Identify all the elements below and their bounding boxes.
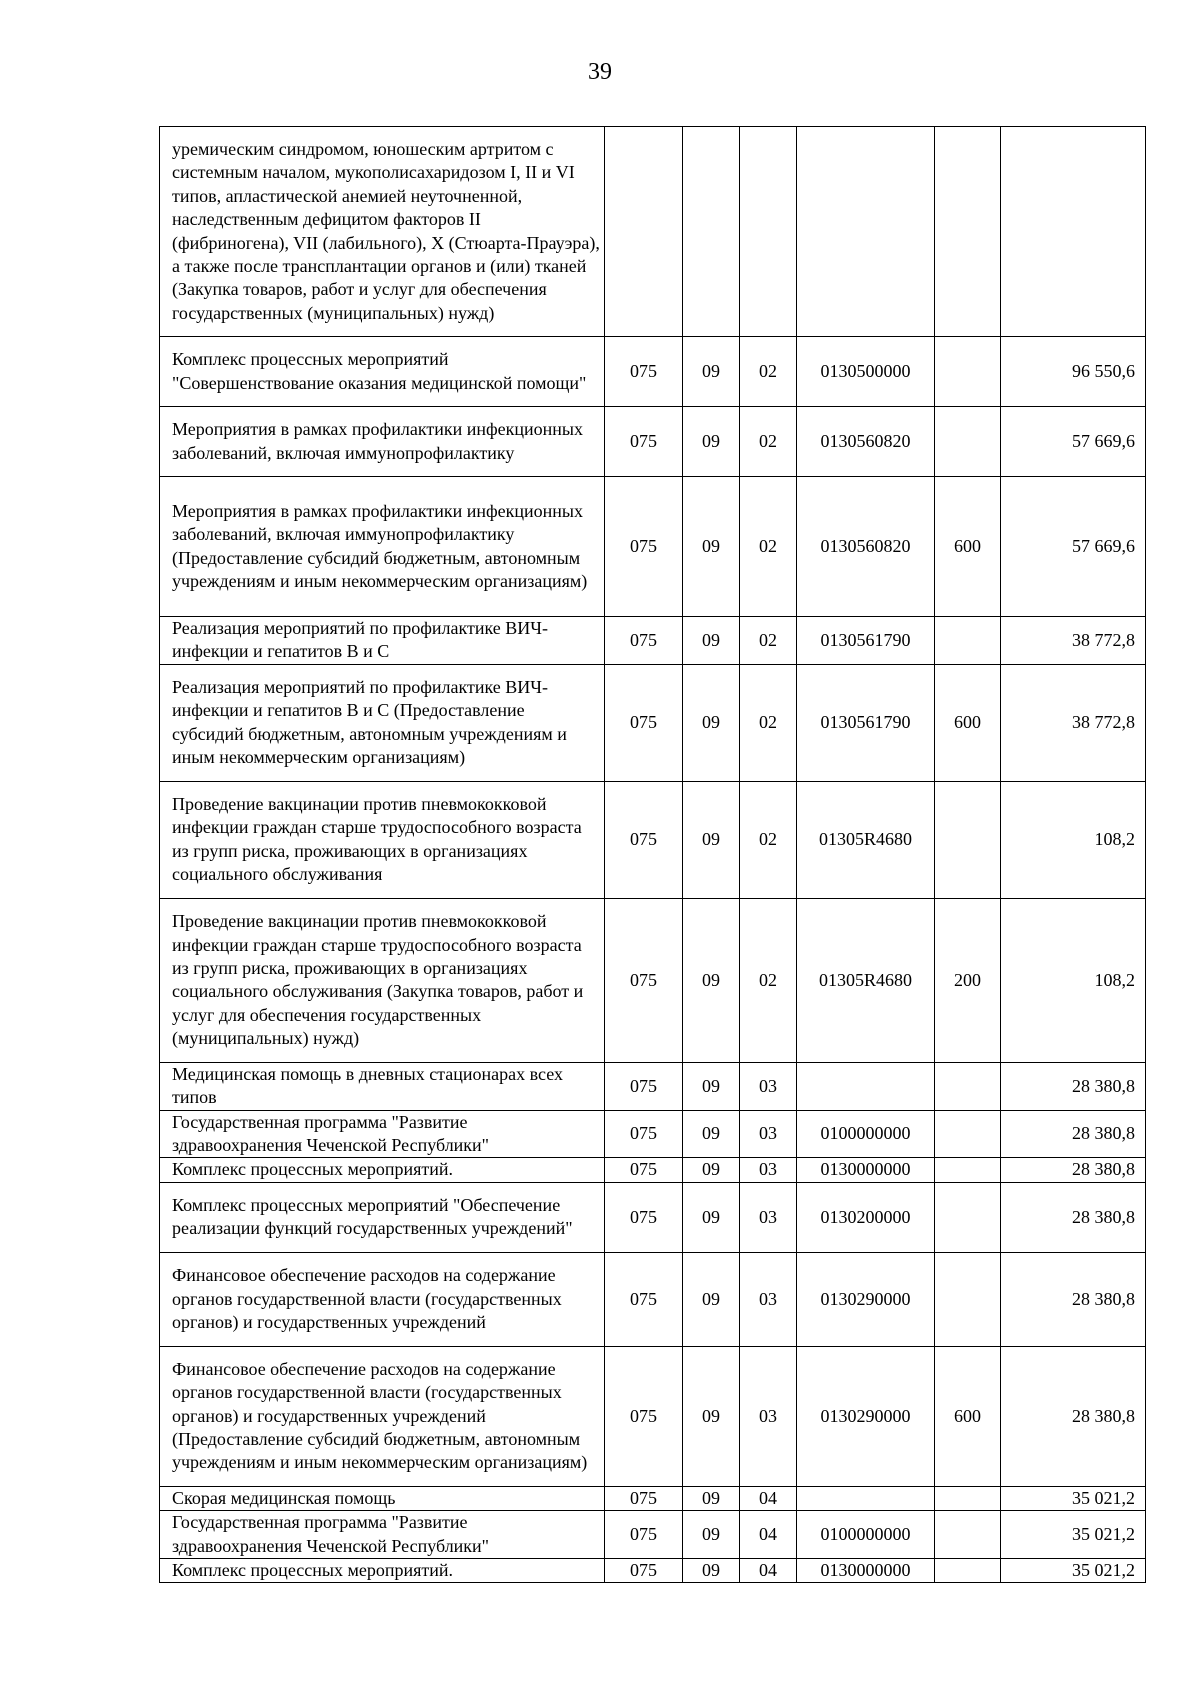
row-description: Реализация мероприятий по профилактике ВИЧ-инфекции и гепатитов B и C (160, 617, 605, 665)
section-code: 09 (683, 1062, 740, 1110)
ministry-code: 075 (605, 781, 683, 898)
table-row (160, 407, 1146, 477)
ministry-code (605, 127, 683, 337)
expense-type-code (935, 1486, 1001, 1510)
target-article-code: 0130000000 (797, 1559, 935, 1583)
section-code: 09 (683, 1182, 740, 1252)
subsection-code: 04 (740, 1486, 797, 1510)
budget-table (159, 126, 1146, 1583)
table-row (160, 1062, 1146, 1110)
expense-type-code: 200 (935, 898, 1001, 1062)
subsection-code: 04 (740, 1559, 797, 1583)
section-code: 09 (683, 407, 740, 477)
subsection-code: 03 (740, 1346, 797, 1486)
row-description: Комплекс процессных мероприятий. (160, 1559, 605, 1583)
subsection-code: 02 (740, 664, 797, 781)
section-code: 09 (683, 1158, 740, 1182)
row-description: Государственная программа "Развитие здравоохранения Чеченской Республики" (160, 1511, 605, 1559)
ministry-code: 075 (605, 407, 683, 477)
expense-type-code (935, 1511, 1001, 1559)
table-row (160, 127, 1146, 337)
subsection-code: 03 (740, 1110, 797, 1158)
table-row (160, 1110, 1146, 1158)
expense-type-code: 600 (935, 477, 1001, 617)
section-code: 09 (683, 781, 740, 898)
section-code: 09 (683, 1486, 740, 1510)
ministry-code: 075 (605, 898, 683, 1062)
expense-type-code (935, 127, 1001, 337)
subsection-code: 04 (740, 1511, 797, 1559)
table-row (160, 1252, 1146, 1346)
subsection-code: 03 (740, 1182, 797, 1252)
row-description: Мероприятия в рамках профилактики инфекционных заболеваний, включая иммунопрофилактику (160, 407, 605, 477)
table-row (160, 1511, 1146, 1559)
target-article-code: 0130200000 (797, 1182, 935, 1252)
ministry-code: 075 (605, 1486, 683, 1510)
expense-type-code (935, 1252, 1001, 1346)
row-description: Проведение вакцинации против пневмококковой инфекции граждан старше трудоспособного возраста из групп риска, проживающих в организациях социального обслуживания (160, 781, 605, 898)
expense-type-code (935, 1110, 1001, 1158)
target-article-code: 0130561790 (797, 617, 935, 665)
ministry-code: 075 (605, 1346, 683, 1486)
subsection-code: 02 (740, 898, 797, 1062)
ministry-code: 075 (605, 1062, 683, 1110)
subsection-code: 02 (740, 781, 797, 898)
section-code: 09 (683, 337, 740, 407)
ministry-code: 075 (605, 337, 683, 407)
table-row (160, 337, 1146, 407)
ministry-code: 075 (605, 1158, 683, 1182)
amount: 28 380,8 (1001, 1062, 1146, 1110)
amount: 38 772,8 (1001, 664, 1146, 781)
amount: 57 669,6 (1001, 407, 1146, 477)
amount: 28 380,8 (1001, 1110, 1146, 1158)
row-description: Государственная программа "Развитие здравоохранения Чеченской Республики" (160, 1110, 605, 1158)
section-code: 09 (683, 1252, 740, 1346)
target-article-code: 0130560820 (797, 477, 935, 617)
expense-type-code (935, 1158, 1001, 1182)
table-row (160, 664, 1146, 781)
table-row (160, 1559, 1146, 1583)
subsection-code: 02 (740, 477, 797, 617)
amount: 35 021,2 (1001, 1511, 1146, 1559)
subsection-code: 03 (740, 1158, 797, 1182)
target-article-code: 0130290000 (797, 1346, 935, 1486)
expense-type-code (935, 1559, 1001, 1583)
section-code: 09 (683, 1511, 740, 1559)
ministry-code: 075 (605, 617, 683, 665)
expense-type-code (935, 407, 1001, 477)
expense-type-code: 600 (935, 1346, 1001, 1486)
row-description: Реализация мероприятий по профилактике ВИЧ-инфекции и гепатитов B и C (Предоставление субсидий бюджетным, автономным учреждениям и иным некоммерческим организациям) (160, 664, 605, 781)
section-code: 09 (683, 1346, 740, 1486)
table-row (160, 1486, 1146, 1510)
subsection-code: 02 (740, 337, 797, 407)
row-description: Комплекс процессных мероприятий "Совершенствование оказания медицинской помощи" (160, 337, 605, 407)
expense-type-code: 600 (935, 664, 1001, 781)
target-article-code (797, 1486, 935, 1510)
subsection-code: 02 (740, 407, 797, 477)
amount: 35 021,2 (1001, 1486, 1146, 1510)
row-description: Комплекс процессных мероприятий "Обеспечение реализации функций государственных учреждений" (160, 1182, 605, 1252)
target-article-code: 01305R4680 (797, 781, 935, 898)
table-row (160, 617, 1146, 665)
row-description: Проведение вакцинации против пневмококковой инфекции граждан старше трудоспособного возраста из групп риска, проживающих в организациях социального обслуживания (Закупка товаров, работ и услуг для обеспечения государственных (муниципальных) нужд) (160, 898, 605, 1062)
amount: 28 380,8 (1001, 1346, 1146, 1486)
section-code: 09 (683, 898, 740, 1062)
table-row (160, 1182, 1146, 1252)
expense-type-code (935, 1182, 1001, 1252)
amount: 96 550,6 (1001, 337, 1146, 407)
ministry-code: 075 (605, 1110, 683, 1158)
row-description: Скорая медицинская помощь (160, 1486, 605, 1510)
row-description: Финансовое обеспечение расходов на содержание органов государственной власти (государственных органов) и государственных учреждений (160, 1252, 605, 1346)
section-code: 09 (683, 1110, 740, 1158)
target-article-code: 0100000000 (797, 1511, 935, 1559)
row-description: уремическим синдромом, юношеским артритом с системным началом, мукополисахаридозом I, II и VI типов, апластической анемией неуточненной, наследственным дефицитом факторов II (фибриногена), VII (лабильного), X (Стюарта-Прауэра), а также после трансплантации органов и (или) тканей (Закупка товаров, работ и услуг для обеспечения государственных (муниципальных) нужд) (160, 127, 605, 337)
target-article-code (797, 1062, 935, 1110)
subsection-code (740, 127, 797, 337)
ministry-code: 075 (605, 1559, 683, 1583)
target-article-code: 0100000000 (797, 1110, 935, 1158)
target-article-code: 0130000000 (797, 1158, 935, 1182)
row-description: Комплекс процессных мероприятий. (160, 1158, 605, 1182)
amount: 38 772,8 (1001, 617, 1146, 665)
ministry-code: 075 (605, 664, 683, 781)
section-code: 09 (683, 1559, 740, 1583)
subsection-code: 03 (740, 1252, 797, 1346)
table-row (160, 898, 1146, 1062)
section-code: 09 (683, 477, 740, 617)
amount: 28 380,8 (1001, 1182, 1146, 1252)
expense-type-code (935, 781, 1001, 898)
table-row (160, 477, 1146, 617)
ministry-code: 075 (605, 477, 683, 617)
amount: 108,2 (1001, 781, 1146, 898)
page-number: 39 (588, 59, 612, 85)
amount (1001, 127, 1146, 337)
section-code: 09 (683, 617, 740, 665)
row-description: Медицинская помощь в дневных стационарах всех типов (160, 1062, 605, 1110)
ministry-code: 075 (605, 1182, 683, 1252)
subsection-code: 02 (740, 617, 797, 665)
table-row (160, 1158, 1146, 1182)
target-article-code: 0130560820 (797, 407, 935, 477)
subsection-code: 03 (740, 1062, 797, 1110)
row-description: Финансовое обеспечение расходов на содержание органов государственной власти (государственных органов) и государственных учреждений (Предоставление субсидий бюджетным, автономным учреждениям и иным некоммерческим организациям) (160, 1346, 605, 1486)
target-article-code: 0130561790 (797, 664, 935, 781)
table-row (160, 781, 1146, 898)
target-article-code: 0130500000 (797, 337, 935, 407)
section-code (683, 127, 740, 337)
amount: 28 380,8 (1001, 1252, 1146, 1346)
expense-type-code (935, 617, 1001, 665)
target-article-code (797, 127, 935, 337)
ministry-code: 075 (605, 1511, 683, 1559)
section-code: 09 (683, 664, 740, 781)
target-article-code: 01305R4680 (797, 898, 935, 1062)
amount: 35 021,2 (1001, 1559, 1146, 1583)
target-article-code: 0130290000 (797, 1252, 935, 1346)
amount: 57 669,6 (1001, 477, 1146, 617)
expense-type-code (935, 337, 1001, 407)
amount: 108,2 (1001, 898, 1146, 1062)
row-description: Мероприятия в рамках профилактики инфекционных заболеваний, включая иммунопрофилактику (Предоставление субсидий бюджетным, автономным учреждениям и иным некоммерческим организациям) (160, 477, 605, 617)
ministry-code: 075 (605, 1252, 683, 1346)
amount: 28 380,8 (1001, 1158, 1146, 1182)
table-row (160, 1346, 1146, 1486)
expense-type-code (935, 1062, 1001, 1110)
